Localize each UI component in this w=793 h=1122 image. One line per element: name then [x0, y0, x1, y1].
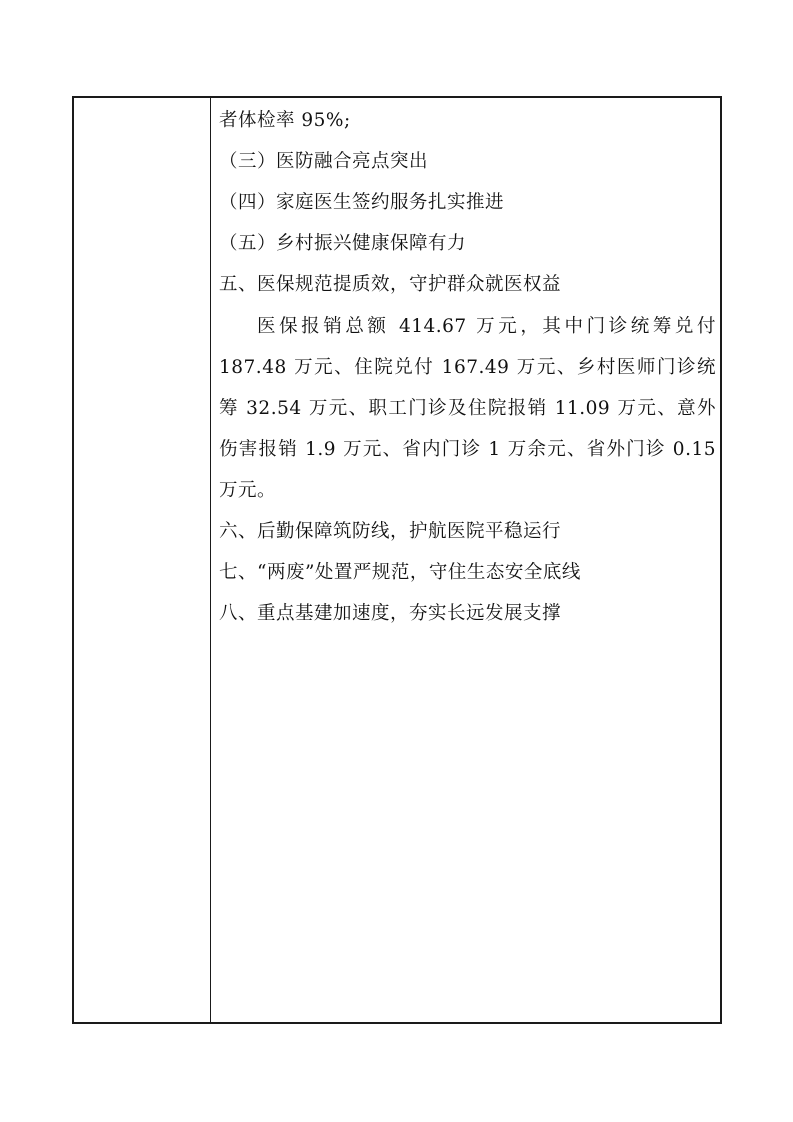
section-heading-6: 六、后勤保障筑防线，护航医院平稳运行 — [219, 521, 562, 542]
label-cell — [74, 98, 211, 1022]
content-cell — [211, 98, 720, 1022]
text-line-3: （四）家庭医生签约服务扎实推进 — [219, 192, 505, 213]
section-heading-5: 五、医保规范提质效，守护群众就医权益 — [219, 274, 562, 295]
paragraph-line-3: 筹 32.54 万元、职工门诊及住院报销 11.09 万元、意外 — [219, 398, 716, 419]
content-table — [72, 96, 722, 1024]
paragraph-line-2: 187.48 万元、住院兑付 167.49 万元、乡村医师门诊统 — [219, 357, 716, 378]
paragraph-line-4: 伤害报销 1.9 万元、省内门诊 1 万余元、省外门诊 0.15 — [219, 439, 716, 460]
section-heading-8: 八、重点基建加速度，夯实长远发展支撑 — [219, 603, 562, 624]
paragraph-line-1: 医保报销总额 414.67 万元，其中门诊统筹兑付 — [257, 316, 716, 337]
section-heading-7: 七、“两废”处置严规范，守住生态安全底线 — [219, 562, 581, 583]
text-line-2: （三）医防融合亮点突出 — [219, 151, 429, 172]
text-line-4: （五）乡村振兴健康保障有力 — [219, 233, 467, 254]
text-line-1: 者体检率 95%; — [219, 110, 351, 131]
paragraph-line-5: 万元。 — [219, 480, 277, 501]
